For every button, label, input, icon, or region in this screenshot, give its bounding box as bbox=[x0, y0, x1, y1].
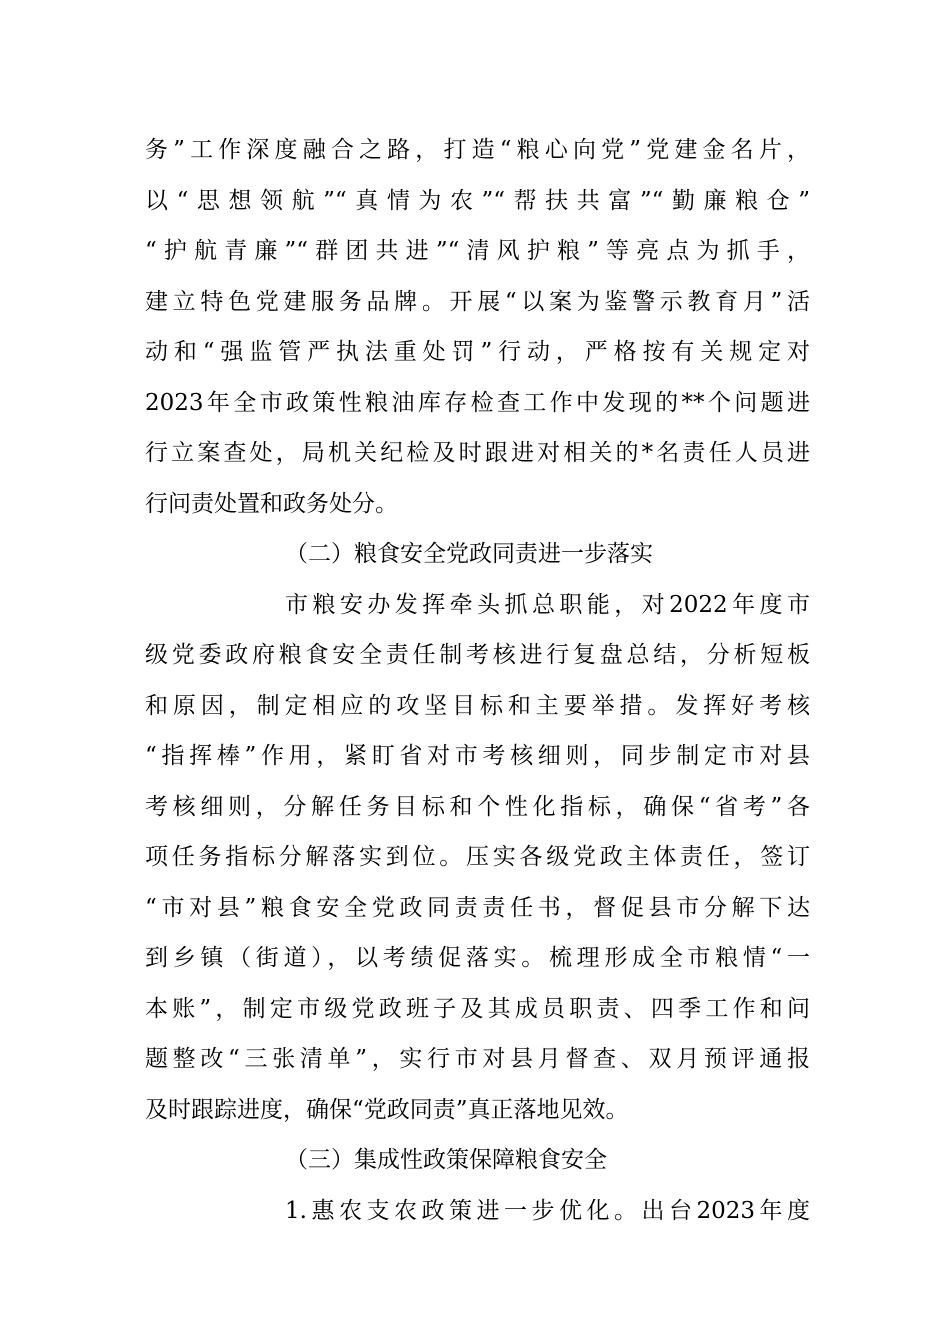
paragraph-line: 动和“强监管严执法重处罚”行动，严格按有关规定对 bbox=[145, 339, 810, 365]
paragraph-line: 行立案查处，局机关纪检及时跟进对相关的*名责任人员进 bbox=[145, 440, 810, 466]
paragraph-line: 考核细则，分解任务目标和个性化指标，确保“省考”各 bbox=[145, 794, 810, 820]
paragraph-line: 级党委政府粮食安全责任制考核进行复盘总结，分析短板 bbox=[145, 642, 810, 668]
paragraph-line: 到乡镇（街道），以考绩促落实。梳理形成全市粮情“一 bbox=[145, 945, 810, 971]
paragraph-line: “市对县”粮食安全党政同责责任书，督促县市分解下达 bbox=[145, 895, 810, 921]
paragraph-line: 2023年全市政策性粮油库存检查工作中发现的**个问题进 bbox=[145, 390, 810, 416]
paragraph-line: 题整改“三张清单”，实行市对县月督查、双月预评通报 bbox=[145, 1046, 810, 1072]
paragraph-line: 建立特色党建服务品牌。开展“以案为鉴警示教育月”活 bbox=[145, 289, 810, 315]
section-heading-3: （三）集成性政策保障粮食安全 bbox=[285, 1147, 607, 1173]
paragraph-line: 1.惠农支农政策进一步优化。出台2023年度 bbox=[285, 1198, 810, 1224]
paragraph-line: 市粮安办发挥牵头抓总职能，对2022年度市 bbox=[285, 592, 810, 618]
paragraph-line: 项任务指标分解落实到位。压实各级党政主体责任，签订 bbox=[145, 844, 810, 870]
paragraph-line: 和原因，制定相应的攻坚目标和主要举措。发挥好考核 bbox=[145, 693, 810, 719]
paragraph-line: 及时跟踪进度，确保“党政同责”真正落地见效。 bbox=[145, 1097, 629, 1123]
paragraph-line: 务”工作深度融合之路，打造“粮心向党”党建金名片， bbox=[145, 137, 810, 163]
section-heading-2: （二）粮食安全党政同责进一步落实 bbox=[285, 541, 653, 567]
paragraph-line: 本账”，制定市级党政班子及其成员职责、四季工作和问 bbox=[145, 996, 810, 1022]
paragraph-line: 行问责处置和政务处分。 bbox=[145, 491, 398, 517]
paragraph-line: 以“思想领航”“真情为农”“帮扶共富”“勤廉粮仓” bbox=[145, 188, 810, 214]
paragraph-line: “护航青廉”“群团共进”“清风护粮”等亮点为抓手， bbox=[145, 238, 810, 264]
paragraph-line: “指挥棒”作用，紧盯省对市考核细则，同步制定市对县 bbox=[145, 743, 810, 769]
